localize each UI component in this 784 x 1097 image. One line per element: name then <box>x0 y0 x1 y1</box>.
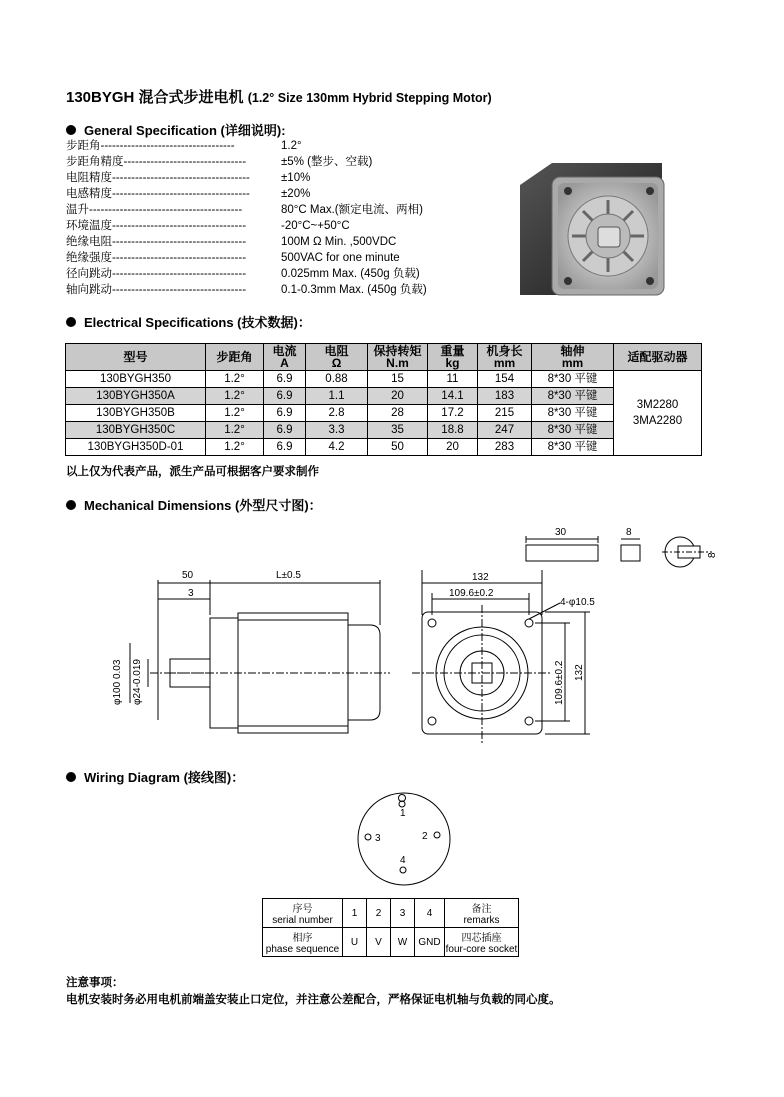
col-header: 型号 <box>66 344 206 371</box>
mechanical-heading-text: Mechanical Dimensions (外型尺寸图)： <box>84 498 322 513</box>
dim-step: 3 <box>188 588 194 599</box>
pin-1-label: 1 <box>400 808 406 819</box>
table-row: 130BYGH350C 1.2° 6.9 3.3 35 18.8 247 8*30 平键 <box>66 422 702 439</box>
spec-label: 电阻精度------------------------------------ <box>66 172 250 184</box>
notes-text: 电机安装时务必用电机前端盖安装止口定位，并注意公差配合，严格保证电机轴与负载的同心度。 <box>66 994 561 1006</box>
title-main: 130BYGH 混合式步进电机 <box>66 89 244 106</box>
table-header-row <box>66 344 702 371</box>
spec-label: 绝缘强度----------------------------------- <box>66 252 247 264</box>
spec-value: ±20% <box>281 188 311 200</box>
spec-row <box>66 138 427 154</box>
spec-value: 500VAC for one minute <box>281 252 400 264</box>
dim-pilot: φ100 0.03 <box>112 659 123 705</box>
spec-label: 电感精度------------------------------------ <box>66 188 250 200</box>
general-heading <box>66 120 286 139</box>
bullet-icon <box>66 125 76 135</box>
spec-value: -20°C~+50°C <box>281 220 350 232</box>
dim-key-w: 8 <box>626 527 632 538</box>
table-row: 相序 phase sequence U V W GND 四芯插座 four-core socket <box>263 928 519 957</box>
general-spec-list <box>66 138 427 298</box>
spec-row <box>66 282 427 298</box>
electrical-heading-text: Electrical Specifications (技术数据)： <box>84 315 311 330</box>
bullet-icon <box>66 317 76 327</box>
table-note: 以上仅为代表产品，派生产品可根据客户要求制作 <box>66 466 319 478</box>
spec-label: 步距角----------------------------------- <box>66 140 235 152</box>
dim-body-len: L±0.5 <box>276 570 301 581</box>
spec-row <box>66 250 427 266</box>
dim-shaft-d: φ24-0.019 <box>132 659 143 705</box>
col-header: 电阻 Ω <box>306 344 368 371</box>
spec-value: 0.025mm Max. (450g 负载) <box>281 268 420 280</box>
col-header: 电流 A <box>264 344 306 371</box>
table-row: 130BYGH350 1.2° 6.9 0.88 15 11 154 8*30 平键 3M2280 3MA2280 <box>66 371 702 388</box>
spec-label: 步距角精度-------------------------------- <box>66 156 247 168</box>
wiring-heading-text: Wiring Diagram (接线图)： <box>84 770 245 785</box>
spec-label: 绝缘电阻----------------------------------- <box>66 236 247 248</box>
dim-flange: 132 <box>472 572 489 583</box>
table-row: 130BYGH350D-01 1.2° 6.9 4.2 50 20 283 8*30 平键 <box>66 439 702 456</box>
dim-key-len: 30 <box>555 527 567 538</box>
dim-side-size: 132 <box>574 664 585 681</box>
bullet-icon <box>66 772 76 782</box>
spec-label: 径向跳动----------------------------------- <box>66 268 247 280</box>
pin-3-label: 3 <box>375 833 381 844</box>
spec-value: 0.1-0.3mm Max. (450g 负载) <box>281 284 427 296</box>
spec-row <box>66 266 427 282</box>
dim-hole-pitch: 109.6±0.2 <box>449 588 494 599</box>
spec-label: 环境温度----------------------------------- <box>66 220 247 232</box>
motor-photo <box>512 155 672 297</box>
driver-cell: 3M2280 3MA2280 <box>614 371 702 456</box>
spec-value: 80°C Max.(额定电流、两相) <box>281 204 423 216</box>
connector-diagram <box>355 790 455 890</box>
spec-row <box>66 186 427 202</box>
dim-shaft-len: 50 <box>182 570 194 581</box>
spec-row <box>66 234 427 250</box>
spec-value: 100M Ω Min. ,500VDC <box>281 236 397 248</box>
col-header: 适配驱动器 <box>614 344 702 371</box>
bullet-icon <box>66 500 76 510</box>
pin-4-label: 4 <box>400 855 406 866</box>
dim-key-h: 8 <box>707 552 718 558</box>
spec-label: 轴向跳动----------------------------------- <box>66 284 247 296</box>
col-header: 保持转矩 N.m <box>368 344 428 371</box>
electrical-heading <box>66 312 311 331</box>
spec-label: 温升---------------------------------------- <box>66 204 243 216</box>
dim-holes: 4-φ10.5 <box>560 597 595 608</box>
pin-2-label: 2 <box>422 831 428 842</box>
spec-row <box>66 154 427 170</box>
table-row: 130BYGH350A 1.2° 6.9 1.1 20 14.1 183 8*30 平键 <box>66 388 702 405</box>
col-header: 机身长 mm <box>478 344 532 371</box>
mechanical-heading <box>66 495 322 514</box>
dim-side-pitch: 109.6±0.2 <box>554 660 565 705</box>
col-header: 步距角 <box>206 344 264 371</box>
mechanical-drawing <box>0 515 784 750</box>
general-heading-text: General Specification (详细说明): <box>84 123 286 138</box>
spec-row <box>66 218 427 234</box>
title-sub: (1.2° Size 130mm Hybrid Stepping Motor) <box>247 91 492 105</box>
spec-row <box>66 170 427 186</box>
electrical-table <box>65 343 702 456</box>
wiring-heading <box>66 767 244 786</box>
table-row: 序号 serial number 1 2 3 4 备注 remarks <box>263 899 519 928</box>
col-header: 轴伸 mm <box>532 344 614 371</box>
table-row: 130BYGH350B 1.2° 6.9 2.8 28 17.2 215 8*30 平键 <box>66 405 702 422</box>
col-header: 重量 kg <box>428 344 478 371</box>
notes <box>66 975 561 1009</box>
notes-heading: 注意事项： <box>66 977 124 989</box>
page-title <box>66 86 492 107</box>
spec-row <box>66 202 427 218</box>
wiring-table <box>262 898 519 957</box>
spec-value: ±10% <box>281 172 311 184</box>
spec-value: ±5% (整步、空载) <box>281 156 373 168</box>
spec-value: 1.2° <box>281 140 302 152</box>
